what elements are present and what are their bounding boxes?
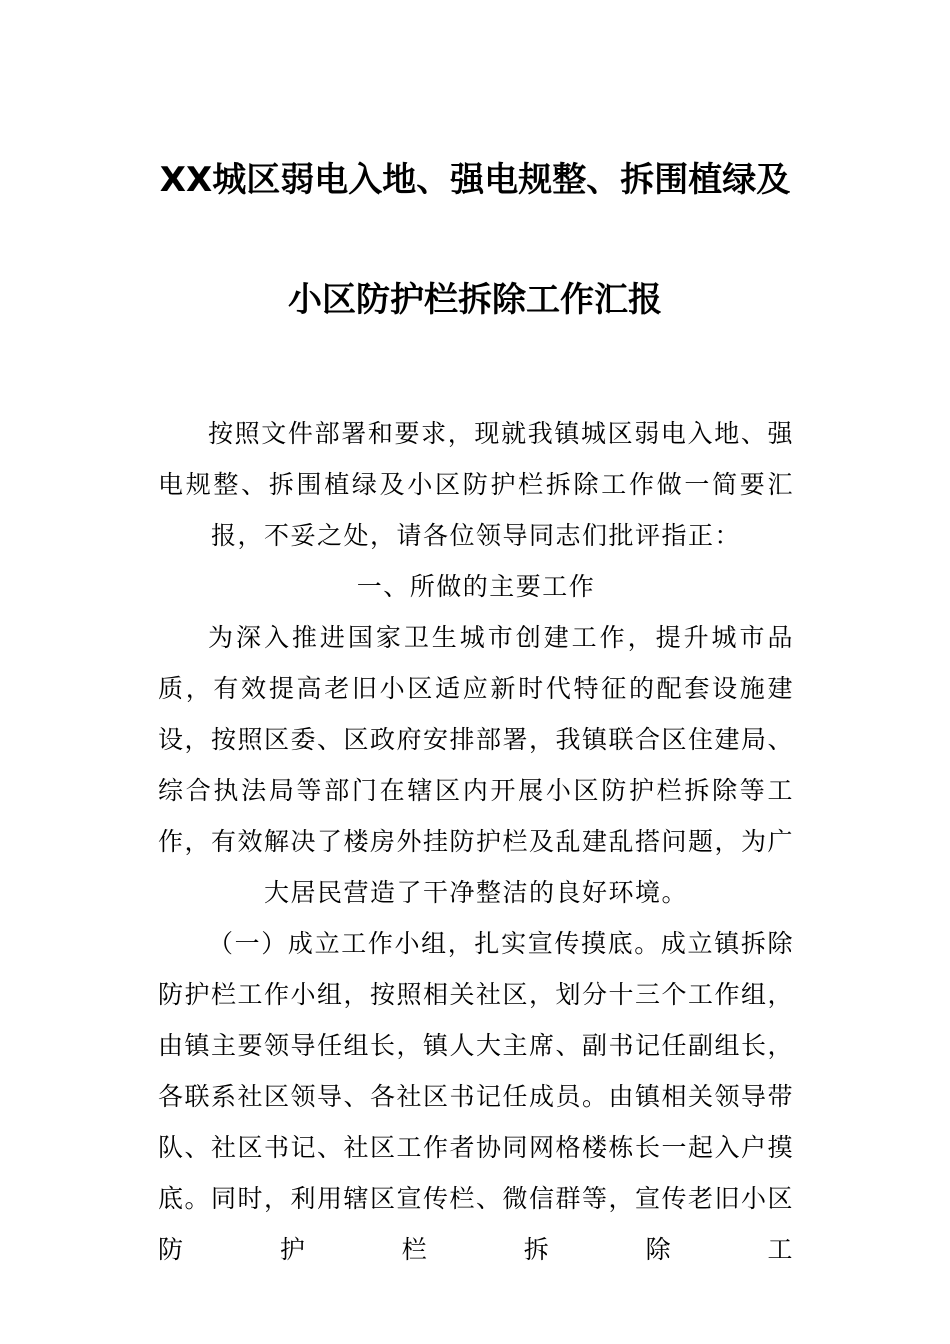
- intro-paragraph: 按照文件部署和要求，现就我镇城区弱电入地、强电规整、拆围植绿及小区防护栏拆除工作做一简要汇报，不妥之处，请各位领导同志们批评指正：: [158, 419, 794, 550]
- document-body: [158, 408, 794, 1275]
- document-title-line-2: 小区防护栏拆除工作汇报: [288, 280, 662, 320]
- document-title-line-1: XX城区弱电入地、强电规整、拆围植绿及: [159, 160, 791, 200]
- section-heading: 一、所做的主要工作: [356, 572, 596, 601]
- subsection-paragraph: （一）成立工作小组，扎实宣传摸底。成立镇拆除防护栏工作小组，按照相关社区，划分十三个工作组，由镇主要领导任组长，镇人大主席、副书记任副组长，各联系社区领导、各社区书记任成员。由镇相关领导带队、社区书记、社区工作者协同网格楼栋长一起入户摸底。同时，利用辖区宣传栏、微信群等，宣传老旧小区防护栏拆除工: [158, 929, 795, 1264]
- section-body-paragraph: 为深入推进国家卫生城市创建工作，提升城市品质，有效提高老旧小区适应新时代特征的配套设施建设，按照区委、区政府安排部署，我镇联合区住建局、综合执法局等部门在辖区内开展小区防护栏拆除等工作，有效解决了楼房外挂防护栏及乱建乱搭问题，为广大居民营造了干净整洁的良好环境。: [158, 623, 795, 907]
